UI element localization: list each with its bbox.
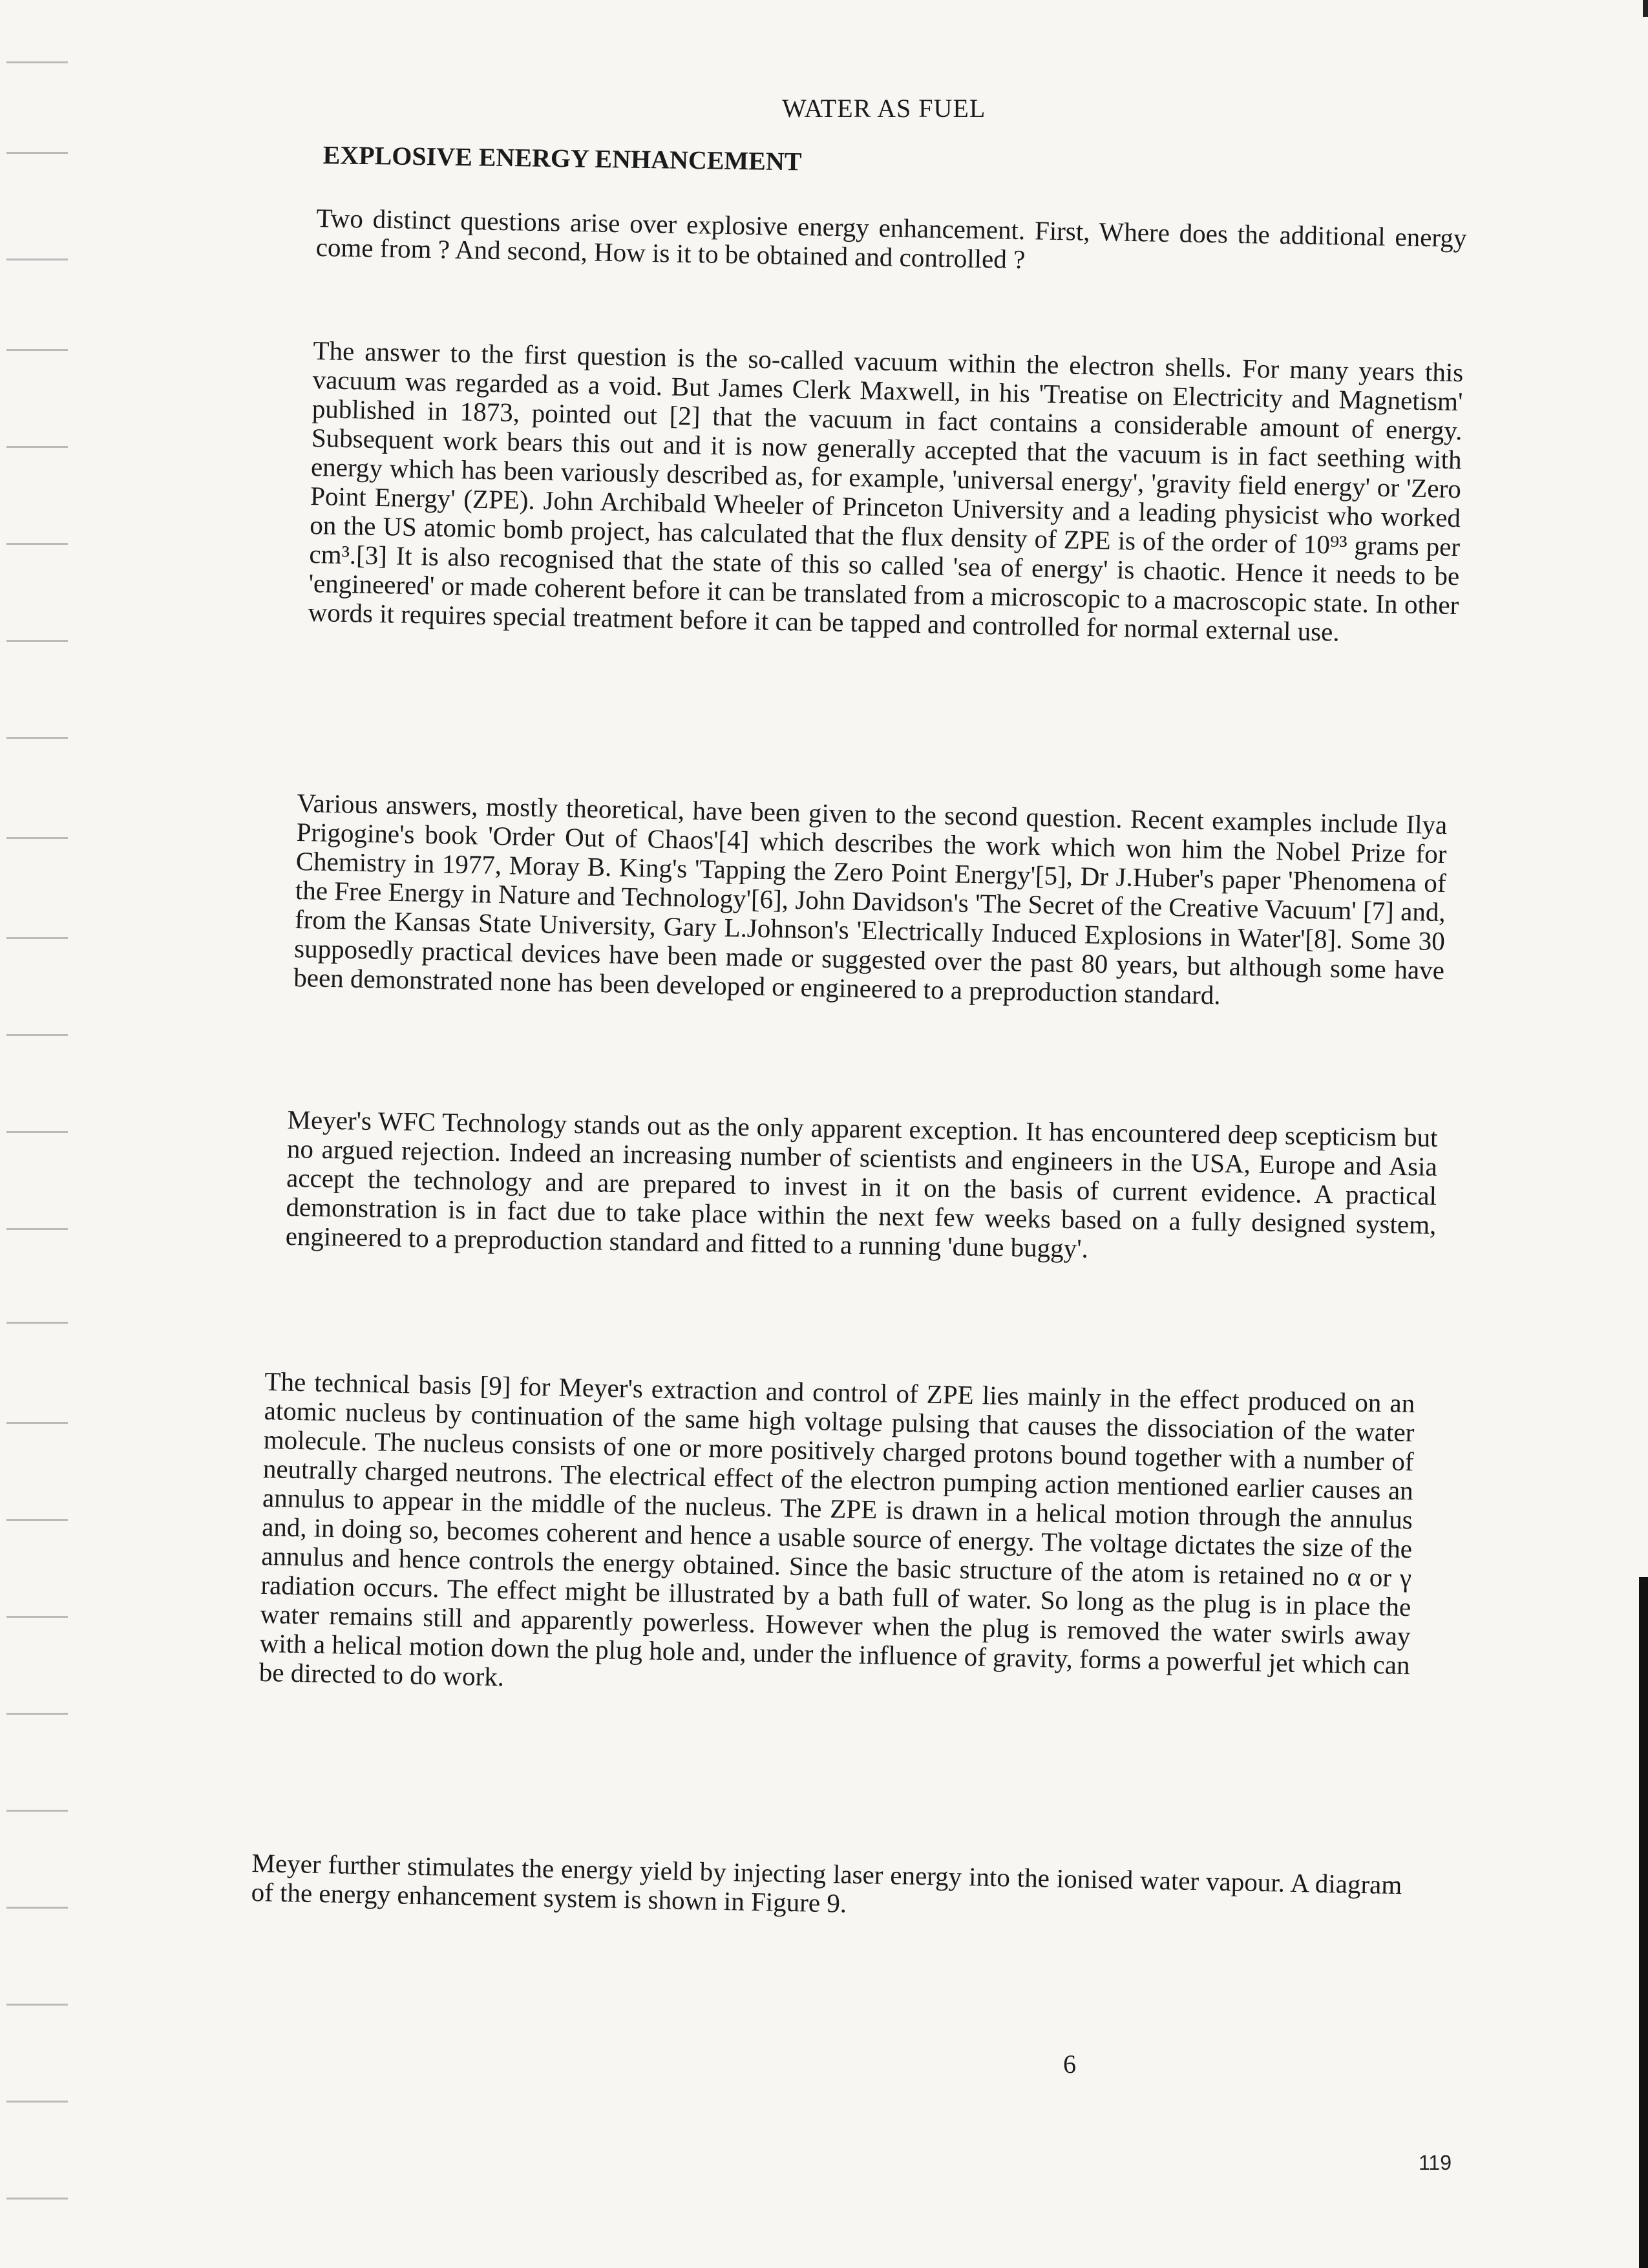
binder-margin: [0, 0, 78, 2268]
margin-tick: [6, 1228, 68, 1230]
section-title: EXPLOSIVE ENERGY ENHANCEMENT: [322, 140, 802, 176]
page-number: 6: [1063, 2050, 1076, 2079]
margin-tick: [6, 152, 68, 154]
document-number: 119: [1419, 2151, 1452, 2174]
page-content: [251, 78, 1486, 2079]
margin-tick: [6, 259, 68, 260]
margin-tick: [6, 2101, 68, 2103]
margin-tick: [6, 837, 68, 839]
paragraph-laser-stimulation: Meyer further stimulates the energy yield by injecting laser energy into the ionised water vapour. A diagram of the energy enhancement system is shown in Figure 9.: [251, 1848, 1402, 1918]
margin-tick: [6, 1713, 68, 1715]
margin-tick: [6, 640, 68, 642]
running-header: WATER AS FUEL: [782, 94, 986, 123]
margin-tick: [6, 2004, 68, 2006]
margin-tick: [6, 1616, 68, 1618]
margin-tick: [6, 1907, 68, 1909]
margin-tick: [6, 1422, 68, 1424]
margin-tick: [6, 2198, 68, 2199]
paragraph-meyer-technology: Meyer's WFC Technology stands out as the only apparent exception. It has encountered deep scepticism but no argued rejection. Indeed an increasing number of scientists and engineers in the USA, Europe and Asia accept the technology and are prepared to invest in it on the basis of current evidence. A practical demonstration is in fact due to take place within the next few weeks based on a fully designed system, engineered to a preproduction standard and fitted to a running 'dune buggy'.: [285, 1105, 1438, 1264]
margin-tick: [6, 1810, 68, 1812]
paragraph-theoretical-answers: Various answers, mostly theoretical, have been given to the second question. Recent examples include Ilya Prigogine's book 'Order Out of Chaos'[4] which describes the work which won him the Nobel Prize for Chemistry in 1977, Moray B. King's 'Tapping the Zero Point Energy'[5], Dr J.Huber's paper 'Phenomena of the Free Energy in Nature and Technology'[6], John Davidson's 'The Secret of the Creative Vacuum' [7] and, from the Kansas State University, Gary L.Johnson's 'Electrically Induced Explosions in Water'[8]. Some 30 supposedly practical devices have been made or suggested over the past 80 years, but although some have been demonstrated none has been developed or engineered to a preproduction standard.: [293, 788, 1448, 1010]
margin-tick: [6, 737, 68, 739]
margin-tick: [6, 937, 68, 939]
margin-tick: [6, 61, 68, 63]
margin-tick: [6, 1519, 68, 1521]
paragraph-technical-basis: The technical basis [9] for Meyer's extraction and control of ZPE lies mainly in the effect produced on an atomic nucleus by continuation of the same high voltage pulsing that causes the dissociation of the water molecule. The nucleus consists of one or more positively charged protons bound together with a number of neutrally charged neutrons. The electrical effect of the electron pumping action mentioned earlier causes an annulus to appear in the middle of the nucleus. The ZPE is drawn in a helical motion through the annulus and, in doing so, becomes coherent and hence a usable source of energy. The voltage dictates the size of the annulus and hence controls the energy obtained. Since the basic structure of the atom is retained no α or γ radiation occurs. The effect might be illustrated by a bath full of water. So long as the plug is in place the water remains still and apparently powerless. However when the plug is removed the water swirls away with a helical motion down the plug hole and, under the influence of gravity, forms a powerful jet which can be directed to do work.: [259, 1366, 1415, 1692]
paragraph-intro: Two distinct questions arise over explosive energy enhancement. First, Where does the additional energy come from ? And second, How is it to be obtained and controlled ?: [315, 203, 1467, 275]
margin-tick: [6, 1322, 68, 1324]
margin-tick: [6, 446, 68, 448]
margin-tick: [6, 349, 68, 351]
margin-tick: [6, 543, 68, 545]
paragraph-vacuum-energy: The answer to the first question is the so-called vacuum within the electron shells. For many years this vacuum was regarded as a void. But James Clerk Maxwell, in his 'Treatise on Electricity and Magnetism' published in 1873, pointed out [2] that the vacuum in fact contains a considerable amount of energy. Subsequent work bears this out and it is now generally accepted that the vacuum is in fact seething with energy which has been variously described as, for example, 'universal energy', 'gravity field energy' or 'Zero Point Energy' (ZPE). John Archibald Wheeler of Princeton University and a leading physicist who worked on the US atomic bomb project, has calculated that the flux density of ZPE is of the order of 10⁹³ grams per cm³.[3] It is also recognised that the state of this so called 'sea of energy' is chaotic. Hence it needs to be 'engineered' or made coherent before it can be translated from a microscopic to a macroscopic state. In other words it requires special treatment before it can be tapped and controlled for normal external use.: [308, 335, 1464, 647]
margin-tick: [6, 1131, 68, 1133]
scan-edge-mark: [1643, 0, 1648, 17]
margin-tick: [6, 1034, 68, 1036]
scan-edge-shadow: [1639, 1577, 1648, 2268]
